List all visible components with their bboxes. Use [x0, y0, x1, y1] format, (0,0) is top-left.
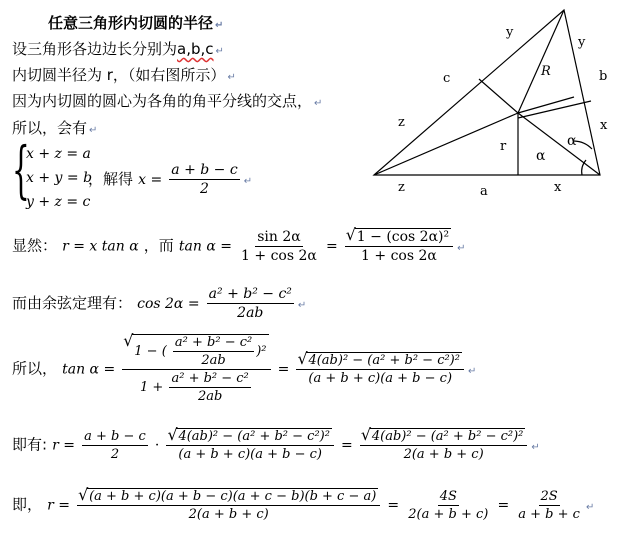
label-alpha-1: α: [536, 148, 546, 164]
solution-x: ，解得 x = $\frac{a + b - c}{2}$ ↵: [88, 162, 253, 197]
radius-upper: [479, 79, 518, 113]
triangle-figure: [360, 0, 626, 205]
page-title: 任意三角形内切圆的半径 ↵: [48, 14, 224, 32]
bisector-left: [374, 113, 518, 175]
formula-r-expanded: 即有: r = $\frac{a + b - c}{2}$ · √ $\frac{\text{4(ab)² − (a² + b² − c²)²}}{(a + b + c)(a + b - c)}$ = √ $\frac{\text{4(ab)² − (a² + b² − c²)²}}{2(a + b + c)}$ ↵: [12, 428, 540, 462]
fraction: $\frac{a + b - c}{2}$: [84, 428, 146, 462]
formula-r-final: 即， r = √ $\frac{(a + b + c)(a + b - c)(a + c - b)(b + c - a)}{2(a + b + c)}$ = $\frac{4S}{2(a + b + c)}$ = $\frac{2S}{a + b + c}$ ↵: [12, 488, 594, 522]
system-eq-2: x + y = b: [26, 170, 93, 186]
system-eq-3: y + z = c: [26, 194, 91, 210]
fraction: √ $\frac{\text{4(ab)² − (a² + b² − c²)²}}{(a + b + c)(a + b - c)}$: [166, 428, 334, 462]
sqrt: √ 4(ab)² − (a² + b² − c²)²: [370, 428, 526, 444]
label-y-top: y: [506, 25, 514, 40]
fraction: √ $\frac{\text{4(ab)² − (a² + b² − c²)²}}{(a + b + c)(a + b - c)}$: [296, 352, 464, 386]
bisector-right: [518, 113, 600, 175]
system-eq-1: x + z = a: [26, 146, 91, 162]
label-z-bottom: z: [398, 180, 405, 195]
sqrt: √ (a + b + c)(a + b − c)(a + c − b)(b + c − a): [87, 488, 378, 504]
fraction: $\frac{\sin 2\alpha}{1 + \cos 2\alpha}$: [241, 228, 317, 264]
label-c: c: [443, 71, 451, 86]
fraction: √ 1 − ( $\frac{\text{a² + b² − c²}}{2ab}$ )² 1 + $\frac{\text{a² + b² − c²}}{2ab}$: [122, 334, 270, 404]
triangle-outline: [374, 10, 600, 175]
sqrt: √ 4(ab)² − (a² + b² − c²)²: [306, 352, 462, 368]
brace-symbol: {: [12, 133, 30, 206]
text-line-radius: 内切圆半径为 r，（如右图所示） ↵: [12, 66, 236, 84]
radius-right: [518, 97, 574, 113]
label-r: r: [500, 139, 507, 154]
sqrt: √ 4(ab)² − (a² + b² − c²)²: [176, 428, 332, 444]
bisector-top: [518, 10, 564, 113]
label-a-bottom: a: [480, 184, 488, 199]
fraction: √ $\frac{\text{1 − (cos 2α)²}}{1 + \cos 2\alpha}$: [345, 228, 453, 264]
formula-cosine-law: 而由余弦定理有： cos 2α = $\frac{\text{a² + b² − c²}}{2ab}$ ↵: [12, 286, 307, 321]
fraction: $\frac{a + b - c}{2}$: [171, 162, 238, 197]
label-alpha-2: α: [567, 133, 577, 149]
fraction: √ $\frac{(a + b + c)(a + b - c)(a + c - b)(b + c - a)}{2(a + b + c)}$: [77, 488, 380, 522]
angle-arc-2: [574, 141, 592, 149]
sqrt: √ 1 − (cos 2α)²: [355, 228, 451, 245]
formula-tan-alpha: 所以， tan α = √ 1 − ( $\frac{\text{a² + b² − c²}}{2ab}$ )² 1 + $\frac{\text{a² + b² − c²}}{2ab}$ = √ $\frac{\text{4(ab)² − (a² + b² − c²)²}}{(a + b + c)(a + b - c)}$ ↵: [12, 334, 476, 404]
fraction: √ $\frac{\text{4(ab)² − (a² + b² − c²)²}}{2(a + b + c)}$: [360, 428, 528, 462]
text-line-incenter: 因为内切圆的圆心为各角的角平分线的交点， ↵: [12, 92, 323, 110]
label-x-right: x: [600, 118, 608, 133]
sqrt: √ 1 − ( $\frac{\text{a² + b² − c²}}{2ab}$ )²: [132, 334, 268, 368]
fraction: $\frac{\text{a² + b² − c²}}{2ab}$: [174, 335, 253, 368]
fraction: $\frac{\text{a² + b² − c²}}{2ab}$: [208, 286, 292, 321]
label-R: R: [541, 64, 551, 79]
fraction: $\frac{\text{a² + b² − c²}}{2ab}$: [171, 371, 249, 404]
label-x-bottom: x: [554, 180, 562, 195]
label-z-left: z: [398, 115, 405, 130]
formula-tan-double-angle: 显然： r = x tan α ，而 tan α = $\frac{\sin 2\alpha}{1 + \cos 2\alpha}$ = √ $\frac{\text{1 − (cos 2α)²}}{1 + \cos 2\alpha}$ ↵: [12, 228, 466, 264]
label-b: b: [599, 69, 608, 84]
fraction: $\frac{2S}{a + b + c}$: [518, 488, 580, 522]
text-line-sides: 设三角形各边边长分别为a,b,c ↵: [12, 40, 224, 58]
side-vars: a,b,c: [177, 40, 214, 58]
text-line-so: 所以，会有 ↵: [12, 119, 98, 137]
fraction: $\frac{4S}{2(a + b + c)}$: [408, 488, 489, 522]
label-y-right: y: [578, 35, 586, 50]
